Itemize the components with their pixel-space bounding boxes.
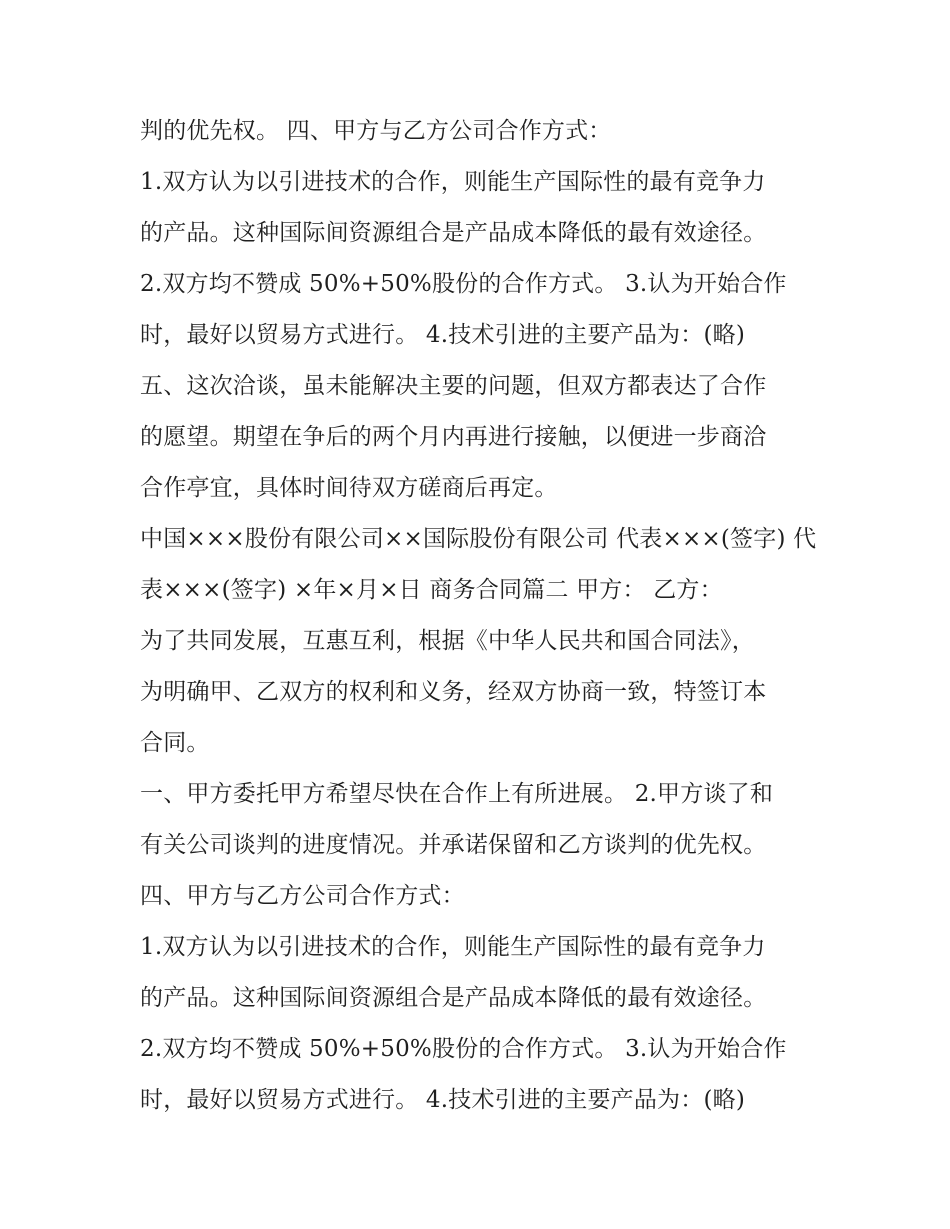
text-line: 五、这次洽谈，虽未能解决主要的问题，但双方都表达了合作 [140, 373, 767, 399]
text-line: 中国×××股份有限公司××国际股份有限公司 代表×××(签字) 代 [140, 526, 817, 552]
text-line: 有关公司谈判的进度情况。并承诺保留和乙方谈判的优先权。 [140, 832, 767, 858]
document-body [140, 106, 830, 1126]
text-line: 四、甲方与乙方公司合作方式： [140, 883, 465, 909]
text-line: 1.双方认为以引进技术的合作，则能生产国际性的最有竞争力 [140, 169, 766, 195]
text-line: 一、甲方委托甲方希望尽快在合作上有所进展。 2.甲方谈了和 [140, 781, 774, 807]
text-line: 为明确甲、乙双方的权利和义务，经双方协商一致，特签订本 [140, 679, 767, 705]
text-line: 1.双方认为以引进技术的合作，则能生产国际性的最有竞争力 [140, 934, 766, 960]
text-line: 时，最好以贸易方式进行。 4.技术引进的主要产品为：(略) [140, 1087, 746, 1113]
text-line: 2.双方均不赞成 50%+50%股份的合作方式。 3.认为开始合作 [140, 1036, 787, 1062]
text-line: 合作亭宜，具体时间待双方磋商后再定。 [140, 475, 558, 501]
text-line: 2.双方均不赞成 50%+50%股份的合作方式。 3.认为开始合作 [140, 271, 787, 297]
text-line: 表×××(签字) ×年×月×日 商务合同篇二 甲方： 乙方： [140, 577, 723, 603]
text-line: 合同。 [140, 730, 210, 756]
text-line: 为了共同发展，互惠互利，根据《中华人民共和国合同法》， [140, 628, 755, 654]
text-line: 的愿望。期望在争后的两个月内再进行接触，以便进一步商洽 [140, 424, 767, 450]
text-line: 时，最好以贸易方式进行。 4.技术引进的主要产品为：(略) [140, 322, 746, 348]
text-line: 的产品。这种国际间资源组合是产品成本降低的最有效途径。 [140, 985, 767, 1011]
text-line: 判的优先权。 四、甲方与乙方公司合作方式： [140, 118, 612, 144]
text-line: 的产品。这种国际间资源组合是产品成本降低的最有效途径。 [140, 220, 767, 246]
